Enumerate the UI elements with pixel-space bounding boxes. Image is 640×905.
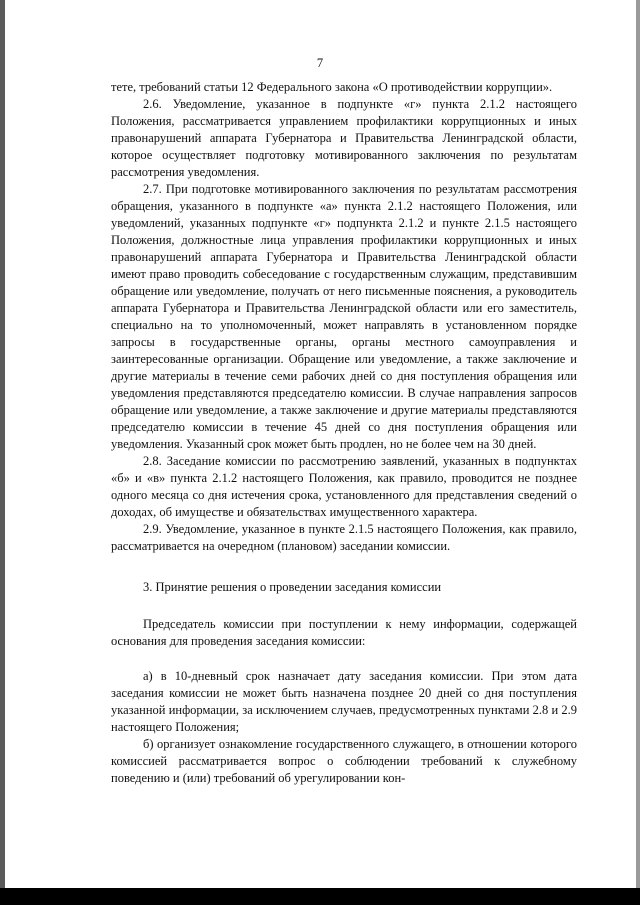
list-item-b: б) организует ознакомление государственного служащего, в отношении которого комиссией рассматривается вопрос о соблюдении требований к служебному поведению и (или) требований об урегулировании кон- <box>111 737 577 785</box>
paragraph-continuation: тете, требований статьи 12 Федерального закона «О противодействии коррупции». <box>111 80 553 94</box>
paragraph-2-6: 2.6. Уведомление, указанное в подпункте «г» пункта 2.1.2 настоящего Положения, рассматривается управлением профилактики коррупционных и иных правонарушений аппарата Губернатора и Правительства Ленинградской области, которое осуществляет подготовку мотивированного заключения по результатам рассмотрения уведомления. <box>111 97 577 179</box>
scan-edge-right <box>636 0 640 905</box>
list-item-a: а) в 10-дневный срок назначает дату заседания комиссии. При этом дата заседания комиссии не может быть назначена позднее 20 дней со дня поступления указанной информации, за исключением случаев, предусмотренных пунктами 2.8 и 2.9 настоящего Положения; <box>111 669 577 734</box>
section-intro: Председатель комиссии при поступлении к нему информации, содержащей основания для проведения заседания комиссии: <box>111 617 577 648</box>
scan-edge-left <box>0 0 5 905</box>
paragraph-2-9: 2.9. Уведомление, указанное в пункте 2.1.5 настоящего Положения, как правило, рассматривается на очередном (плановом) заседании комиссии. <box>111 522 577 553</box>
page-number: 7 <box>316 56 324 70</box>
document-body <box>111 79 577 787</box>
section-heading: 3. Принятие решения о проведении заседания комиссии <box>143 580 442 594</box>
paragraph-2-8: 2.8. Заседание комиссии по рассмотрению заявлений, указанных в подпунктах «б» и «в» пункта 2.1.2 настоящего Положения, как правило, проводится не позднее одного месяца со дня истечения срока, установленного для представления сведений о доходах, об имуществе и обязательствах имущественного характера. <box>111 454 577 519</box>
paragraph-2-7: 2.7. При подготовке мотивированного заключения по результатам рассмотрения обращения, указанного в подпункте «а» пункта 2.1.2 настоящего Положения, или уведомлений, указанных подпункте «г» подпункта 2.1.2 и пункте 2.1.5 настоящего Положения, должностные лица управления профилактики коррупционных и иных правонарушений аппарата Губернатора и Правительства Ленинградской области имеют право проводить собеседование с государственным служащим, представившим обращение или уведомление, получать от него письменные пояснения, а руководитель аппарата Губернатора и Правительства Ленинградской области или его заместитель, специально на то уполномоченный, может направлять в установленном порядке запросы в государственные органы, органы местного самоуправления и заинтересованные организации. Обращение или уведомление, а также заключение и другие материалы в течение семи рабочих дней со дня поступления обращения или уведомления представляются председателю комиссии. В случае направления запросов обращение или уведомление, а также заключение и другие материалы представляются председателю комиссии в течение 45 дней со дня поступления обращения или уведомления. Указанный срок может быть продлен, но не более чем на 30 дней. <box>111 182 577 451</box>
scan-bar-bottom <box>0 888 640 905</box>
